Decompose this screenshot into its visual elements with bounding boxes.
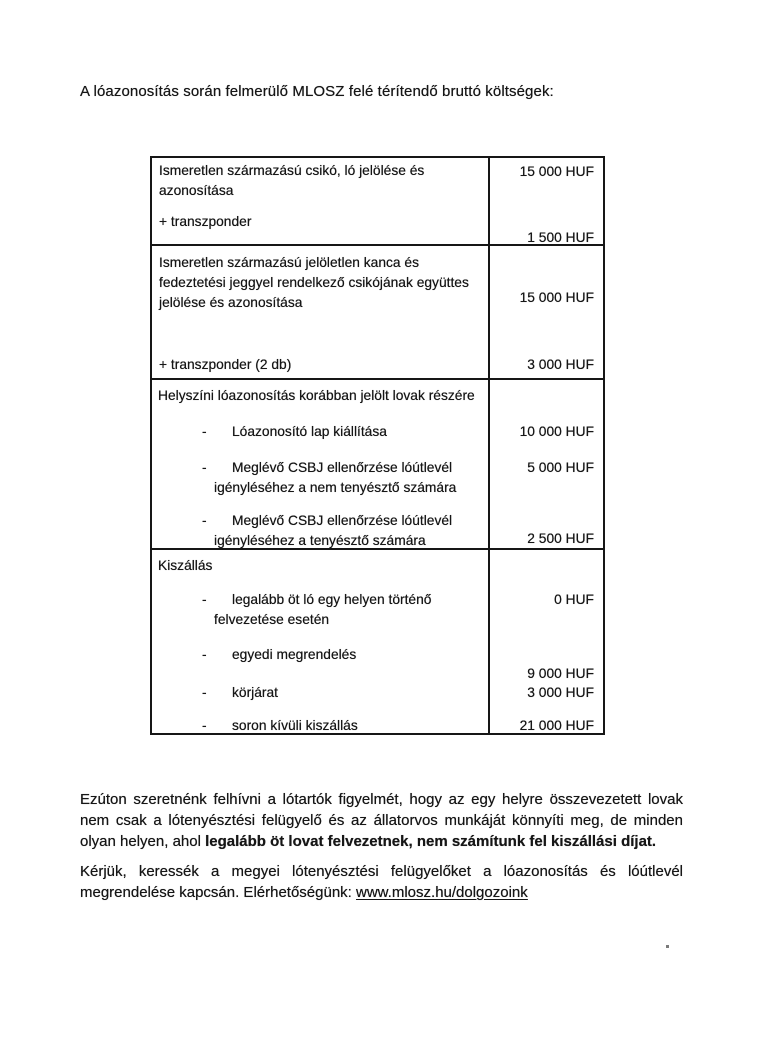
list-item — [152, 590, 486, 630]
item-text: legalább öt ló egy helyen történő — [232, 592, 432, 607]
table-row-mare-foal-identification — [152, 246, 603, 380]
dash-bullet: - — [202, 718, 207, 733]
list-item — [152, 511, 486, 551]
dash-bullet: - — [202, 647, 207, 662]
fee-table — [150, 156, 605, 735]
price-value: 2 500 HUF — [527, 531, 594, 546]
notice-bold-text: legalább öt lovat felvezetnek, nem számítunk fel kiszállási díjat. — [205, 833, 657, 850]
price-value: 10 000 HUF — [519, 424, 594, 439]
item-text: Lóazonosító lap kiállítása — [232, 424, 387, 439]
notice-paragraph — [80, 789, 683, 852]
price-value: 15 000 HUF — [519, 164, 594, 179]
column-divider — [488, 246, 490, 378]
table-row-foal-identification — [152, 158, 603, 246]
item-text: Meglévő CSBJ ellenőrzése lóútlevél — [232, 460, 453, 475]
list-item — [152, 716, 486, 736]
item-text: körjárat — [232, 685, 279, 700]
price-value: 15 000 HUF — [519, 290, 594, 305]
notice-text: Ezúton szeretnénk felhívni a lótartók figyelmét, hogy az egy helyre összevezetett lovak nem csak a lótenyésztési felügyelő és az állatorvos munkáját könnyíti meg, de minden olyan helyen, ahol — [80, 791, 683, 850]
addon-description: + transzponder — [159, 214, 252, 229]
service-description: Ismeretlen származású csikó, ló jelölése és azonosítása — [159, 163, 425, 198]
price-value: 21 000 HUF — [519, 718, 594, 733]
dash-bullet: - — [202, 592, 207, 607]
item-text: igényléséhez a nem tenyésztő számára — [214, 480, 457, 495]
contact-url-link[interactable]: www.mlosz.hu/dolgozoink — [356, 884, 528, 901]
scan-artifact-dot — [666, 945, 669, 948]
price-value: 3 000 HUF — [527, 685, 594, 700]
price-value: 0 HUF — [554, 592, 594, 607]
price-value: 5 000 HUF — [527, 460, 594, 475]
list-item — [152, 683, 486, 703]
dash-bullet: - — [202, 424, 207, 439]
item-text: igényléséhez a tenyésztő számára — [214, 533, 426, 548]
column-divider — [488, 158, 490, 244]
row-section-header: Helyszíni lóazonosítás korábban jelölt lovak részére — [158, 388, 475, 403]
dash-bullet: - — [202, 460, 207, 475]
row-section-header: Kiszállás — [158, 558, 213, 573]
price-value: 9 000 HUF — [527, 666, 594, 681]
list-item — [152, 458, 486, 498]
list-item — [152, 645, 486, 665]
dash-bullet: - — [202, 513, 207, 528]
item-text: felvezetése esetén — [214, 612, 330, 627]
item-text: soron kívüli kiszállás — [232, 718, 358, 733]
page-title: A lóazonosítás során felmerülő MLOSZ felé térítendő bruttó költségek: — [80, 83, 554, 100]
column-divider — [488, 550, 490, 733]
column-divider — [488, 380, 490, 548]
contact-text: Kérjük, keressék a megyei lótenyésztési felügyelőket a lóazonosítás és lóútlevél megrendelése kapcsán. Elérhetőségünk: — [80, 863, 683, 901]
item-text: Meglévő CSBJ ellenőrzése lóútlevél — [232, 513, 453, 528]
item-text: egyedi megrendelés — [232, 647, 357, 662]
price-value: 3 000 HUF — [527, 357, 594, 372]
contact-paragraph — [80, 861, 683, 903]
service-description: Ismeretlen származású jelöletlen kanca és fedeztetési jeggyel rendelkező csikójának együttes jelölése és azonosítása — [159, 255, 469, 310]
price-value: 1 500 HUF — [527, 230, 594, 245]
addon-description: + transzponder (2 db) — [159, 357, 292, 372]
table-row-onsite-identification — [152, 380, 603, 550]
dash-bullet: - — [202, 685, 207, 700]
table-row-callout-fees — [152, 550, 603, 733]
list-item — [152, 422, 486, 442]
